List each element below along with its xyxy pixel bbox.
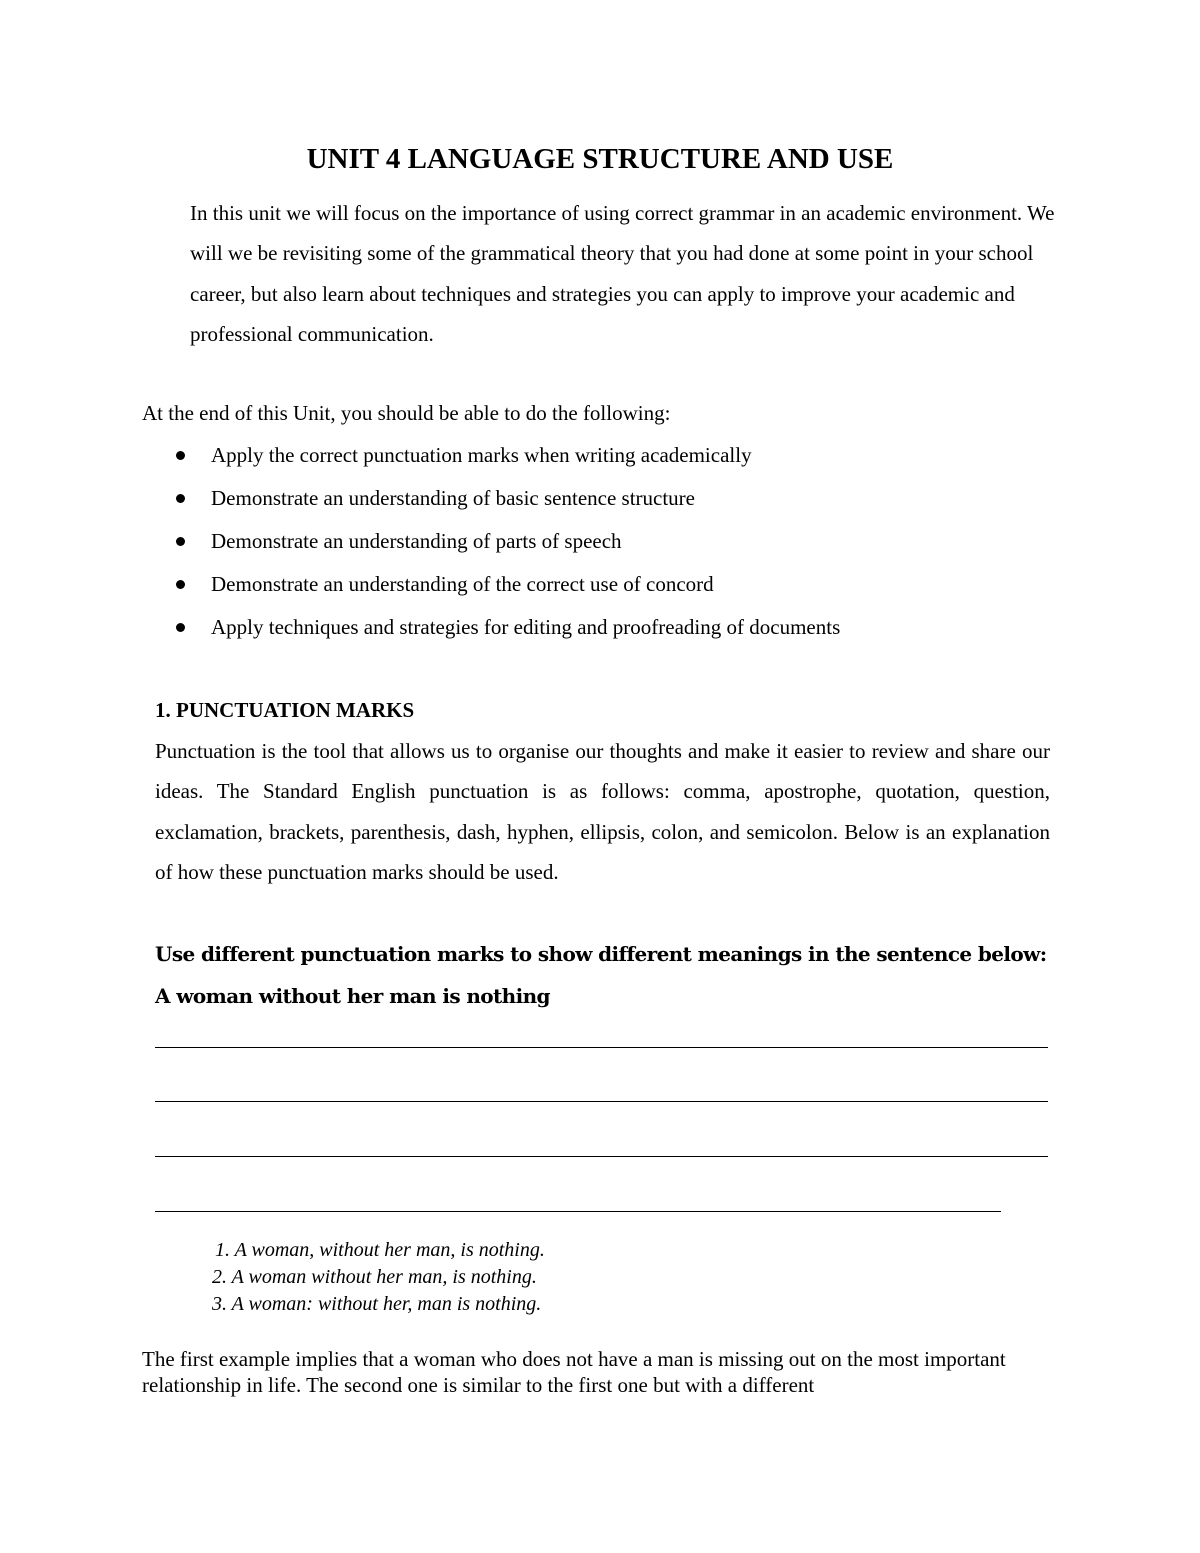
example-text: A woman: without her, man is nothing. bbox=[231, 1293, 542, 1315]
bullet-icon bbox=[176, 451, 185, 460]
closing-paragraph: The first example implies that a woman who does not have a man is missing out on the most important relationship in life. The second one is similar to the first one but with a different bbox=[142, 1347, 1006, 1397]
answer-line[interactable] bbox=[155, 1101, 1048, 1102]
objective-text: Demonstrate an understanding of basic sentence structure bbox=[211, 486, 695, 510]
answer-line[interactable] bbox=[155, 1156, 1048, 1157]
example-text: A woman, without her man, is nothing. bbox=[234, 1239, 545, 1261]
objective-text: Demonstrate an understanding of parts of speech bbox=[211, 529, 622, 553]
example-number: 1. bbox=[215, 1239, 230, 1261]
example-text: A woman without her man, is nothing. bbox=[231, 1266, 537, 1288]
example-number: 2. bbox=[212, 1266, 227, 1288]
objective-text: Apply techniques and strategies for editing and proofreading of documents bbox=[211, 615, 841, 639]
bullet-icon bbox=[176, 623, 185, 632]
bullet-icon bbox=[176, 580, 185, 589]
example-item bbox=[212, 1263, 537, 1291]
example-item bbox=[212, 1290, 541, 1318]
objective-text: Demonstrate an understanding of the correct use of concord bbox=[211, 572, 714, 596]
bullet-icon bbox=[176, 494, 185, 503]
answer-line[interactable] bbox=[155, 1211, 1001, 1212]
example-item bbox=[215, 1236, 545, 1264]
answer-line[interactable] bbox=[155, 1047, 1048, 1048]
example-number: 3. bbox=[212, 1293, 227, 1315]
page-title: UNIT 4 LANGUAGE STRUCTURE AND USE bbox=[306, 143, 894, 175]
intro-paragraph: In this unit we will focus on the importance of using correct grammar in an academic environment. We will we be revisiting some of the grammatical theory that you had done at some point in your school career, but also learn about techniques and strategies you can apply to improve your academic and professional communication. bbox=[190, 201, 1055, 346]
section-paragraph: Punctuation is the tool that allows us to organise our thoughts and make it easier to review and share our ideas. The Standard English punctuation is as follows: comma, apostrophe, quotation, question, exclamation, brackets, parenthesis, dash, hyphen, ellipsis, colon, and semicolon. Below is an explanation of how these punctuation marks should be used. bbox=[155, 739, 1050, 884]
section-heading: 1. PUNCTUATION MARKS bbox=[155, 698, 415, 722]
task-prompt: Use different punctuation marks to show different meanings in the sentence below: bbox=[155, 942, 1047, 966]
bullet-icon bbox=[176, 537, 185, 546]
objective-text: Apply the correct punctuation marks when writing academically bbox=[211, 443, 752, 467]
task-sentence: A woman without her man is nothing bbox=[155, 984, 550, 1008]
objectives-lead: At the end of this Unit, you should be able to do the following: bbox=[142, 401, 671, 425]
